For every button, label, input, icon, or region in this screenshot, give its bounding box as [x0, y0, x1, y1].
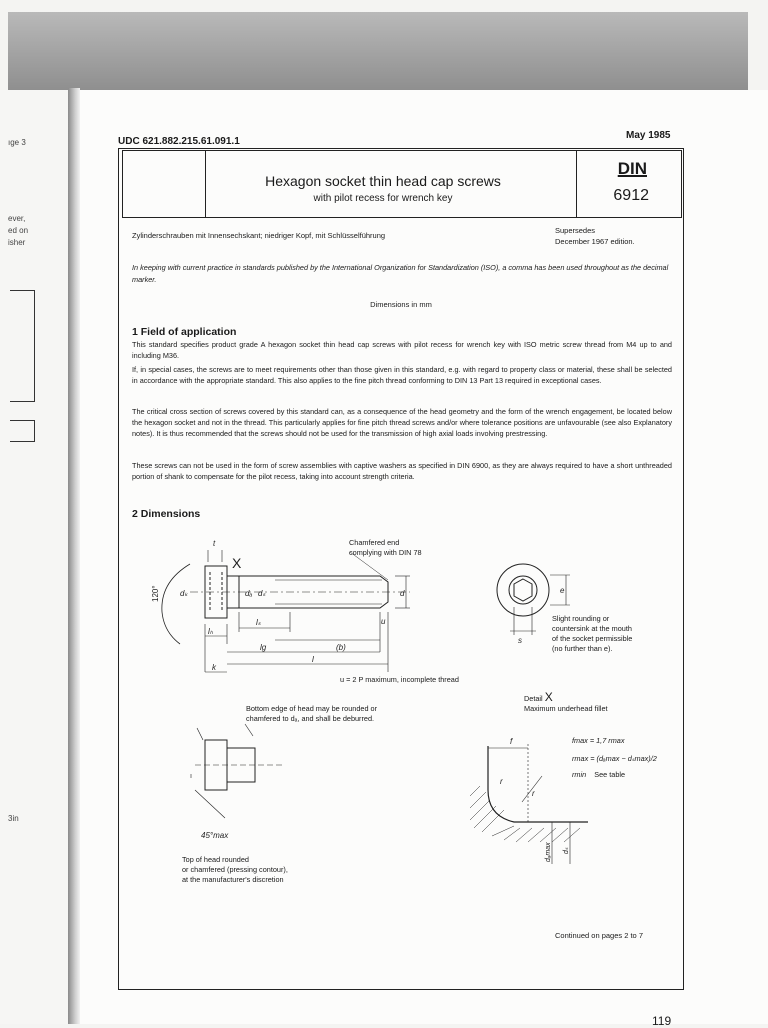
top-head-note [182, 855, 288, 885]
supersedes-note [555, 225, 635, 247]
paragraph: If, in special cases, the screws are to meet requirements other than those given in this standard, e.g. with regard to property class or material, these shall be selected in accordance with the appropriate standard. This also applies to the fine pitch thread conforming to DIN 13 Part 13 required in exceptional cases. [132, 365, 672, 385]
left-fragment: ever, [8, 214, 26, 223]
dim-label: k [212, 663, 216, 672]
dim-label: dₛ [258, 589, 266, 598]
formula-line: fmax = 1,7 rmax [572, 736, 625, 745]
dim-label: f [510, 737, 513, 746]
title-left-cell [123, 151, 206, 217]
dim-label: (b) [336, 643, 346, 652]
left-page-ref: ıge 3 [8, 138, 26, 147]
detail-title [524, 692, 608, 704]
udc-number: UDC 621.882.215.61.091.1 [118, 136, 240, 147]
section-2-heading: 2 Dimensions [132, 508, 201, 520]
angle-label: 120° [151, 585, 160, 602]
dim-label: dₐ [245, 589, 253, 598]
screw-side-view-drawing [150, 532, 470, 682]
german-title: Zylinderschrauben mit Innensechskant; niedriger Kopf, mit Schlüsselführung [132, 231, 386, 240]
paragraph: This standard specifies product grade A hexagon socket thin head cap screws with pilot recess for wrench key with ISO metric screw thread from M4 up to and including M36. [132, 340, 672, 360]
scan-top-shadow [8, 12, 748, 90]
left-fragment: ed on [8, 226, 29, 235]
page-number: 119 [652, 1014, 672, 1028]
paragraph: The critical cross section of screws covered by this standard can, as a consequence of the head geometry and the form of the wrench engagement, be located below the hexagon socket and not in the thread. This particularly applies for fine pitch thread screws and/or where tolerance positions are unfavourable (see also Explanatory notes). It is thus recommended that the screws should not be used for the transmission of high axial loads involving prestressing. [132, 407, 672, 438]
detail-word: Detail [524, 694, 543, 703]
incomplete-thread-note: u = 2 P maximum, incomplete thread [340, 675, 459, 684]
dim-label: r [500, 777, 503, 786]
left-table-box [10, 420, 35, 442]
dim-label: s [518, 636, 522, 645]
caption-line: (no further than e). [552, 644, 613, 653]
din-number: 6912 [613, 187, 649, 204]
caption-line: Top of head rounded [182, 855, 249, 864]
formula-var: rmin [572, 770, 587, 779]
dim-label: u [381, 617, 386, 626]
caption-line: Bottom edge of head may be rounded or [246, 704, 378, 713]
caption-line: complying with DIN 78 [349, 548, 422, 557]
left-fragment: isher [8, 238, 26, 247]
paragraph: These screws can not be used in the form of screw assemblies with captive washers as specified in DIN 6900, as they are always required to have a short unthreaded portion of shank to compensate for the pilot recess, taking into account strength criteria. [132, 461, 672, 481]
dim-label: lg [260, 643, 267, 652]
document-title: Hexagon socket thin head cap screws [265, 173, 501, 189]
section-1-heading: 1 Field of application [132, 326, 237, 338]
caption-line: of the socket permissible [552, 634, 633, 643]
dim-label: dₐmax [545, 842, 552, 862]
caption-line: at the manufacturer's discretion [182, 875, 284, 884]
dim-label: dₛ [563, 847, 570, 854]
supersedes-line: December 1967 edition. [555, 237, 635, 246]
supersedes-line: Supersedes [555, 226, 596, 235]
continued-note: Continued on pages 2 to 7 [555, 931, 643, 940]
angle-label: 45°max [201, 831, 229, 838]
caption-line: Chamfered end [349, 538, 400, 547]
dim-label: dₖ [180, 589, 188, 598]
x-marker: X [232, 555, 242, 571]
caption-line: countersink at the mouth [552, 624, 632, 633]
dimensions-note: Dimensions in mm [370, 300, 432, 309]
formula-var: rmax [572, 754, 589, 763]
dim-label: r [532, 789, 535, 798]
dim-label: e [560, 586, 565, 595]
publication-date: May 1985 [626, 130, 671, 141]
formula-expr: = (dₐmax − dₛmax)/2 [590, 754, 657, 763]
detail-x-drawing [470, 736, 590, 866]
left-fragment: 3in [8, 814, 19, 823]
dim-label: lₛ [256, 618, 261, 627]
dim-label: d [400, 589, 405, 598]
document-subtitle: with pilot recess for wrench key [313, 193, 453, 204]
chamfer-note [349, 538, 422, 558]
caption-line: or chamfered (pressing contour), [182, 865, 288, 874]
socket-note [552, 614, 632, 654]
decimal-marker-note: In keeping with current practice in standards published by the International Organization for Standardization (ISO), a comma has been used throughout as the decimal marker. [132, 263, 669, 284]
formula-expr: See table [594, 770, 626, 779]
left-facing-page [0, 90, 68, 1024]
head-detail-drawing [185, 718, 295, 838]
caption-line: Slight rounding or [552, 614, 610, 623]
caption-line: Maximum underhead fillet [524, 704, 608, 713]
din-logo: DIN [617, 159, 647, 178]
title-block [122, 150, 682, 218]
book-spine [68, 88, 80, 1024]
detail-x: X [544, 690, 553, 704]
dim-label: l [312, 655, 314, 664]
dim-label: t [213, 539, 216, 548]
dim-label: lₕ [208, 627, 214, 636]
detail-label [524, 692, 608, 714]
caption-line: chamfered to dₐ, and shall be deburred. [246, 714, 375, 723]
